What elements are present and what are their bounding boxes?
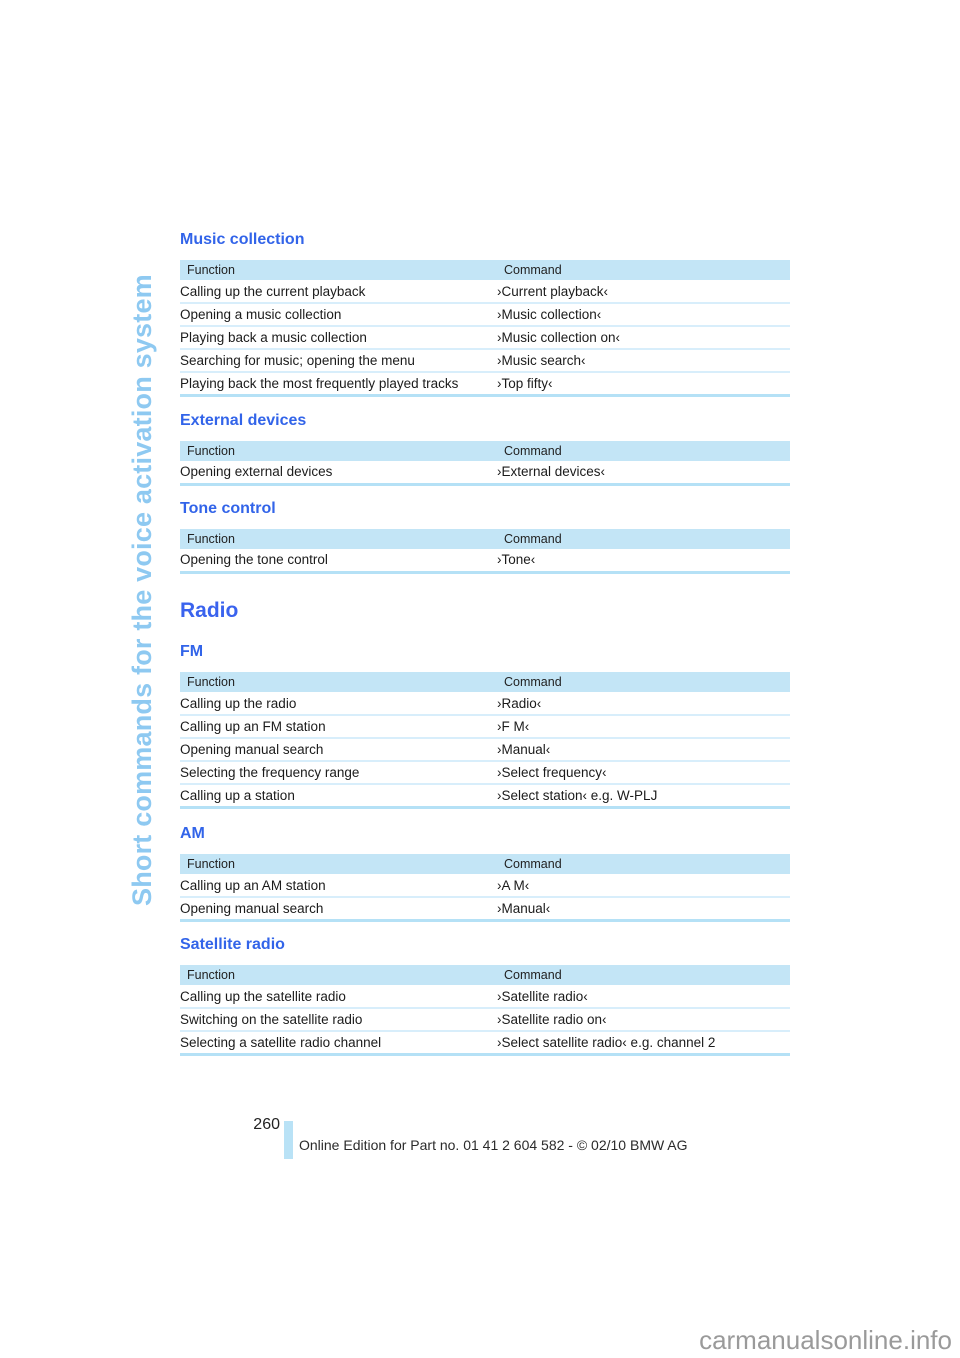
command-cell: ›Music collection‹ <box>497 303 790 326</box>
table-row <box>180 1031 790 1054</box>
command-table <box>180 260 790 397</box>
command-cell: ›Satellite radio on‹ <box>497 1008 790 1031</box>
function-cell: Opening manual search <box>180 738 497 761</box>
section-heading: Music collection <box>180 231 305 248</box>
function-cell: Opening external devices <box>180 461 497 484</box>
table-row <box>180 874 790 897</box>
command-cell: ›Satellite radio‹ <box>497 985 790 1008</box>
table-header-row <box>180 672 790 692</box>
table-row <box>180 280 790 303</box>
command-cell: ›Top fifty‹ <box>497 372 790 395</box>
function-column-header: Function <box>180 965 497 985</box>
section-fm <box>180 642 790 809</box>
function-cell: Calling up the current playback <box>180 280 497 303</box>
section-am <box>180 824 790 922</box>
function-cell: Searching for music; opening the menu <box>180 349 497 372</box>
command-column-header: Command <box>497 854 790 874</box>
command-column-header: Command <box>497 260 790 280</box>
command-cell: ›Select frequency‹ <box>497 761 790 784</box>
command-cell: ›F M‹ <box>497 715 790 738</box>
function-column-header: Function <box>180 441 497 461</box>
section-satellite-radio <box>180 935 790 1056</box>
function-cell: Calling up an FM station <box>180 715 497 738</box>
function-cell: Selecting a satellite radio channel <box>180 1031 497 1054</box>
table-row <box>180 549 790 572</box>
command-cell: ›Current playback‹ <box>497 280 790 303</box>
table-row <box>180 349 790 372</box>
command-cell: ›Music search‹ <box>497 349 790 372</box>
command-table <box>180 965 790 1056</box>
command-column-header: Command <box>497 672 790 692</box>
radio-chapter-heading: Radio <box>180 599 239 622</box>
section-music-collection <box>180 230 790 397</box>
table-row <box>180 897 790 920</box>
section-tone-control <box>180 499 790 574</box>
section-external-devices <box>180 411 790 486</box>
command-table <box>180 441 790 486</box>
command-table <box>180 854 790 922</box>
table-row <box>180 738 790 761</box>
watermark: carmanualsonline.info <box>699 1325 952 1355</box>
table-header-row <box>180 529 790 549</box>
section-heading: FM <box>180 643 204 660</box>
table-row <box>180 985 790 1008</box>
table-header-row <box>180 260 790 280</box>
footer-accent-bar <box>284 1121 293 1159</box>
table-row <box>180 761 790 784</box>
function-column-header: Function <box>180 260 497 280</box>
command-column-header: Command <box>497 441 790 461</box>
table-row <box>180 461 790 484</box>
command-cell: ›Tone‹ <box>497 549 790 572</box>
command-table <box>180 529 790 574</box>
command-cell: ›External devices‹ <box>497 461 790 484</box>
table-row <box>180 372 790 395</box>
command-table <box>180 672 790 809</box>
table-header-row <box>180 441 790 461</box>
table-header-row <box>180 854 790 874</box>
function-column-header: Function <box>180 854 497 874</box>
function-column-header: Function <box>180 529 497 549</box>
edition-footer: Online Edition for Part no. 01 41 2 604 582 - © 02/10 BMW AG <box>299 1137 688 1153</box>
command-cell: ›Select satellite radio‹ e.g. channel 2 <box>497 1031 790 1054</box>
table-row <box>180 1008 790 1031</box>
table-row <box>180 784 790 807</box>
function-cell: Calling up a station <box>180 784 497 807</box>
command-cell: ›Music collection on‹ <box>497 326 790 349</box>
function-cell: Selecting the frequency range <box>180 761 497 784</box>
function-cell: Playing back the most frequently played tracks <box>180 372 497 395</box>
command-cell: ›Manual‹ <box>497 738 790 761</box>
function-cell: Opening manual search <box>180 897 497 920</box>
function-cell: Playing back a music collection <box>180 326 497 349</box>
command-cell: ›Select station‹ e.g. W-PLJ <box>497 784 790 807</box>
command-column-header: Command <box>497 965 790 985</box>
table-header-row <box>180 965 790 985</box>
function-cell: Calling up the radio <box>180 692 497 715</box>
function-cell: Switching on the satellite radio <box>180 1008 497 1031</box>
function-cell: Opening a music collection <box>180 303 497 326</box>
function-cell: Calling up an AM station <box>180 874 497 897</box>
function-cell: Opening the tone control <box>180 549 497 572</box>
command-column-header: Command <box>497 529 790 549</box>
page-number: 260 <box>253 1116 280 1133</box>
chapter-sidebar-label: Short commands for the voice activation system <box>127 274 157 906</box>
section-heading: External devices <box>180 412 307 429</box>
table-row <box>180 303 790 326</box>
command-cell: ›Manual‹ <box>497 897 790 920</box>
table-row <box>180 692 790 715</box>
table-row <box>180 326 790 349</box>
function-cell: Calling up the satellite radio <box>180 985 497 1008</box>
command-cell: ›A M‹ <box>497 874 790 897</box>
section-heading: Satellite radio <box>180 936 285 953</box>
section-heading: AM <box>180 825 205 842</box>
command-cell: ›Radio‹ <box>497 692 790 715</box>
function-column-header: Function <box>180 672 497 692</box>
table-row <box>180 715 790 738</box>
section-heading: Tone control <box>180 500 276 517</box>
